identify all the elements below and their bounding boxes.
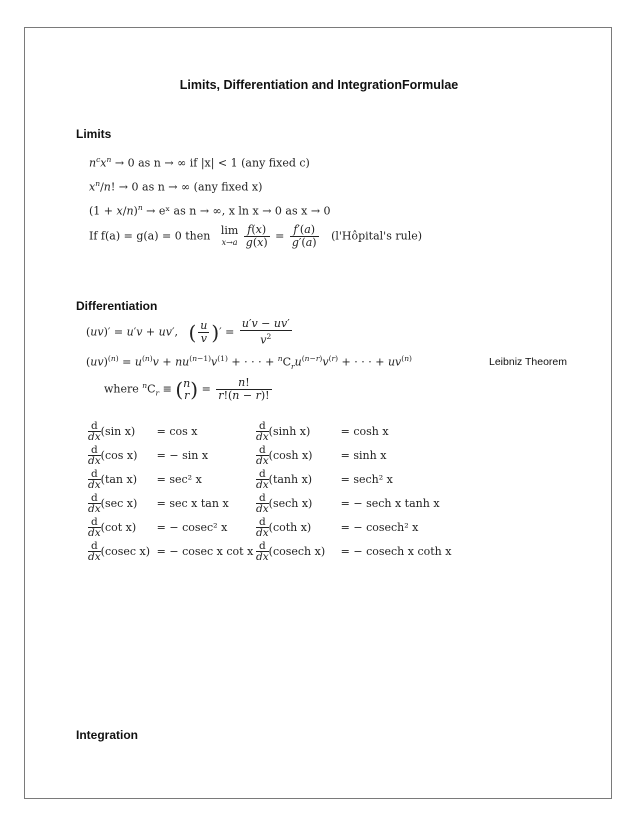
limit-formula-1-text: 0 as n → ∞ if |x| < 1 (any fixed c)	[127, 156, 310, 170]
trig-derivatives	[88, 419, 253, 563]
ddx-operator: d dx	[256, 539, 269, 563]
derivative-function: (sech x)	[268, 496, 313, 510]
lhopital-label: (l'Hôpital's rule)	[331, 229, 423, 243]
binomial-coefficient: where $^nC_r \equiv (n$ r) = $\frac{n!}{r!(n - r)!}$	[104, 376, 270, 402]
derivative-row	[88, 515, 253, 539]
ddx-operator: d dx	[256, 419, 269, 443]
derivative-row	[88, 491, 253, 515]
derivative-result: = − sech x tanh x	[340, 496, 440, 510]
derivative-result: = sec² x	[156, 472, 202, 486]
limit-formula-3-text: eˣ as n → ∞, x ln x → 0 as x → 0	[158, 204, 331, 218]
derivative-row	[88, 443, 253, 467]
ddx-operator: d dx	[88, 419, 101, 443]
leibniz-formula: $(uv)^{(n)} = u^{(n)}v + nu^{(n-1)}v^{(1)}$ + · · · + $^nC_ru^{(n-r)}v^{(r)}$ + · · · + $uv^{(n)}$	[86, 354, 412, 371]
lhopital-rule: If f(a) = g(a) = 0 then lim x→a $\frac{f(x)}{g(x)}$ = $\frac{f'(a)}{g'(a)}$ (l'Hôpital's rule)	[89, 223, 423, 249]
derivative-function: (cos x)	[100, 448, 138, 462]
section-heading-limits: Limits	[76, 127, 112, 141]
derivative-row	[88, 539, 253, 563]
derivative-function: (cosech x)	[268, 544, 326, 558]
ddx-operator: d dx	[88, 515, 101, 539]
derivative-result: = sec x tan x	[156, 496, 229, 510]
ddx-operator: d dx	[88, 443, 101, 467]
derivative-function: (sec x)	[100, 496, 138, 510]
limit-formula-2-text: 0 as n → ∞ (any fixed x)	[131, 180, 263, 194]
derivative-result: = − cosec² x	[156, 520, 228, 534]
ddx-operator: d dx	[88, 539, 101, 563]
derivative-row	[256, 515, 451, 539]
limit-formula-3: $(1 + x/n)^n$ → eˣ as n → ∞, x ln x → 0 as x → 0	[89, 203, 331, 218]
derivative-row	[256, 443, 451, 467]
derivative-result: = − cosech x coth x	[340, 544, 452, 558]
section-heading-differentiation: Differentiation	[76, 299, 158, 313]
derivative-result: = − cosech² x	[340, 520, 419, 534]
derivative-row	[88, 467, 253, 491]
derivative-function: (sin x)	[100, 424, 136, 438]
derivative-result: = − cosec x cot x	[156, 544, 254, 558]
ddx-operator: d dx	[256, 491, 269, 515]
derivative-function: (cosh x)	[268, 448, 313, 462]
product-quotient-rule: (uv)′ = u′v + uv′, ( $\frac{u}{v}$ )′ = $\frac{u'v - uv'}{v^2}$	[86, 317, 290, 347]
derivative-result: = sech² x	[340, 472, 393, 486]
ddx-operator: d dx	[88, 467, 101, 491]
ddx-operator: d dx	[256, 443, 269, 467]
document-title: Limits, Differentiation and IntegrationFormulae	[179, 78, 459, 92]
limit-formula-1: $n^cx^n \to 0$ as n → ∞ if |x| < 1 (any fixed c)	[89, 155, 310, 170]
derivative-result: = sinh x	[340, 448, 387, 462]
derivative-function: (cot x)	[100, 520, 137, 534]
derivative-row	[256, 419, 451, 443]
ddx-operator: d dx	[256, 515, 269, 539]
derivative-function: (tanh x)	[268, 472, 313, 486]
ddx-operator: d dx	[256, 467, 269, 491]
section-heading-integration: Integration	[76, 728, 138, 742]
derivative-function: (tan x)	[100, 472, 138, 486]
lhopital-prefix: If f(a) = g(a) = 0 then	[89, 229, 211, 243]
derivative-row	[256, 491, 451, 515]
hyperbolic-derivatives	[256, 419, 451, 563]
derivative-result: = cos x	[156, 424, 198, 438]
derivative-result: = − sin x	[156, 448, 209, 462]
limit-formula-2: $x^n/n$! → 0 as n → ∞ (any fixed x)	[89, 179, 263, 194]
leibniz-theorem-label: Leibniz Theorem	[489, 356, 568, 368]
derivative-function: (coth x)	[268, 520, 312, 534]
page-frame	[24, 27, 612, 799]
derivative-row	[256, 539, 451, 563]
derivative-row	[256, 467, 451, 491]
ddx-operator: d dx	[88, 491, 101, 515]
where-label: where	[104, 382, 139, 396]
derivative-row	[88, 419, 253, 443]
derivative-function: (cosec x)	[100, 544, 151, 558]
derivative-result: = cosh x	[340, 424, 389, 438]
derivative-function: (sinh x)	[268, 424, 311, 438]
